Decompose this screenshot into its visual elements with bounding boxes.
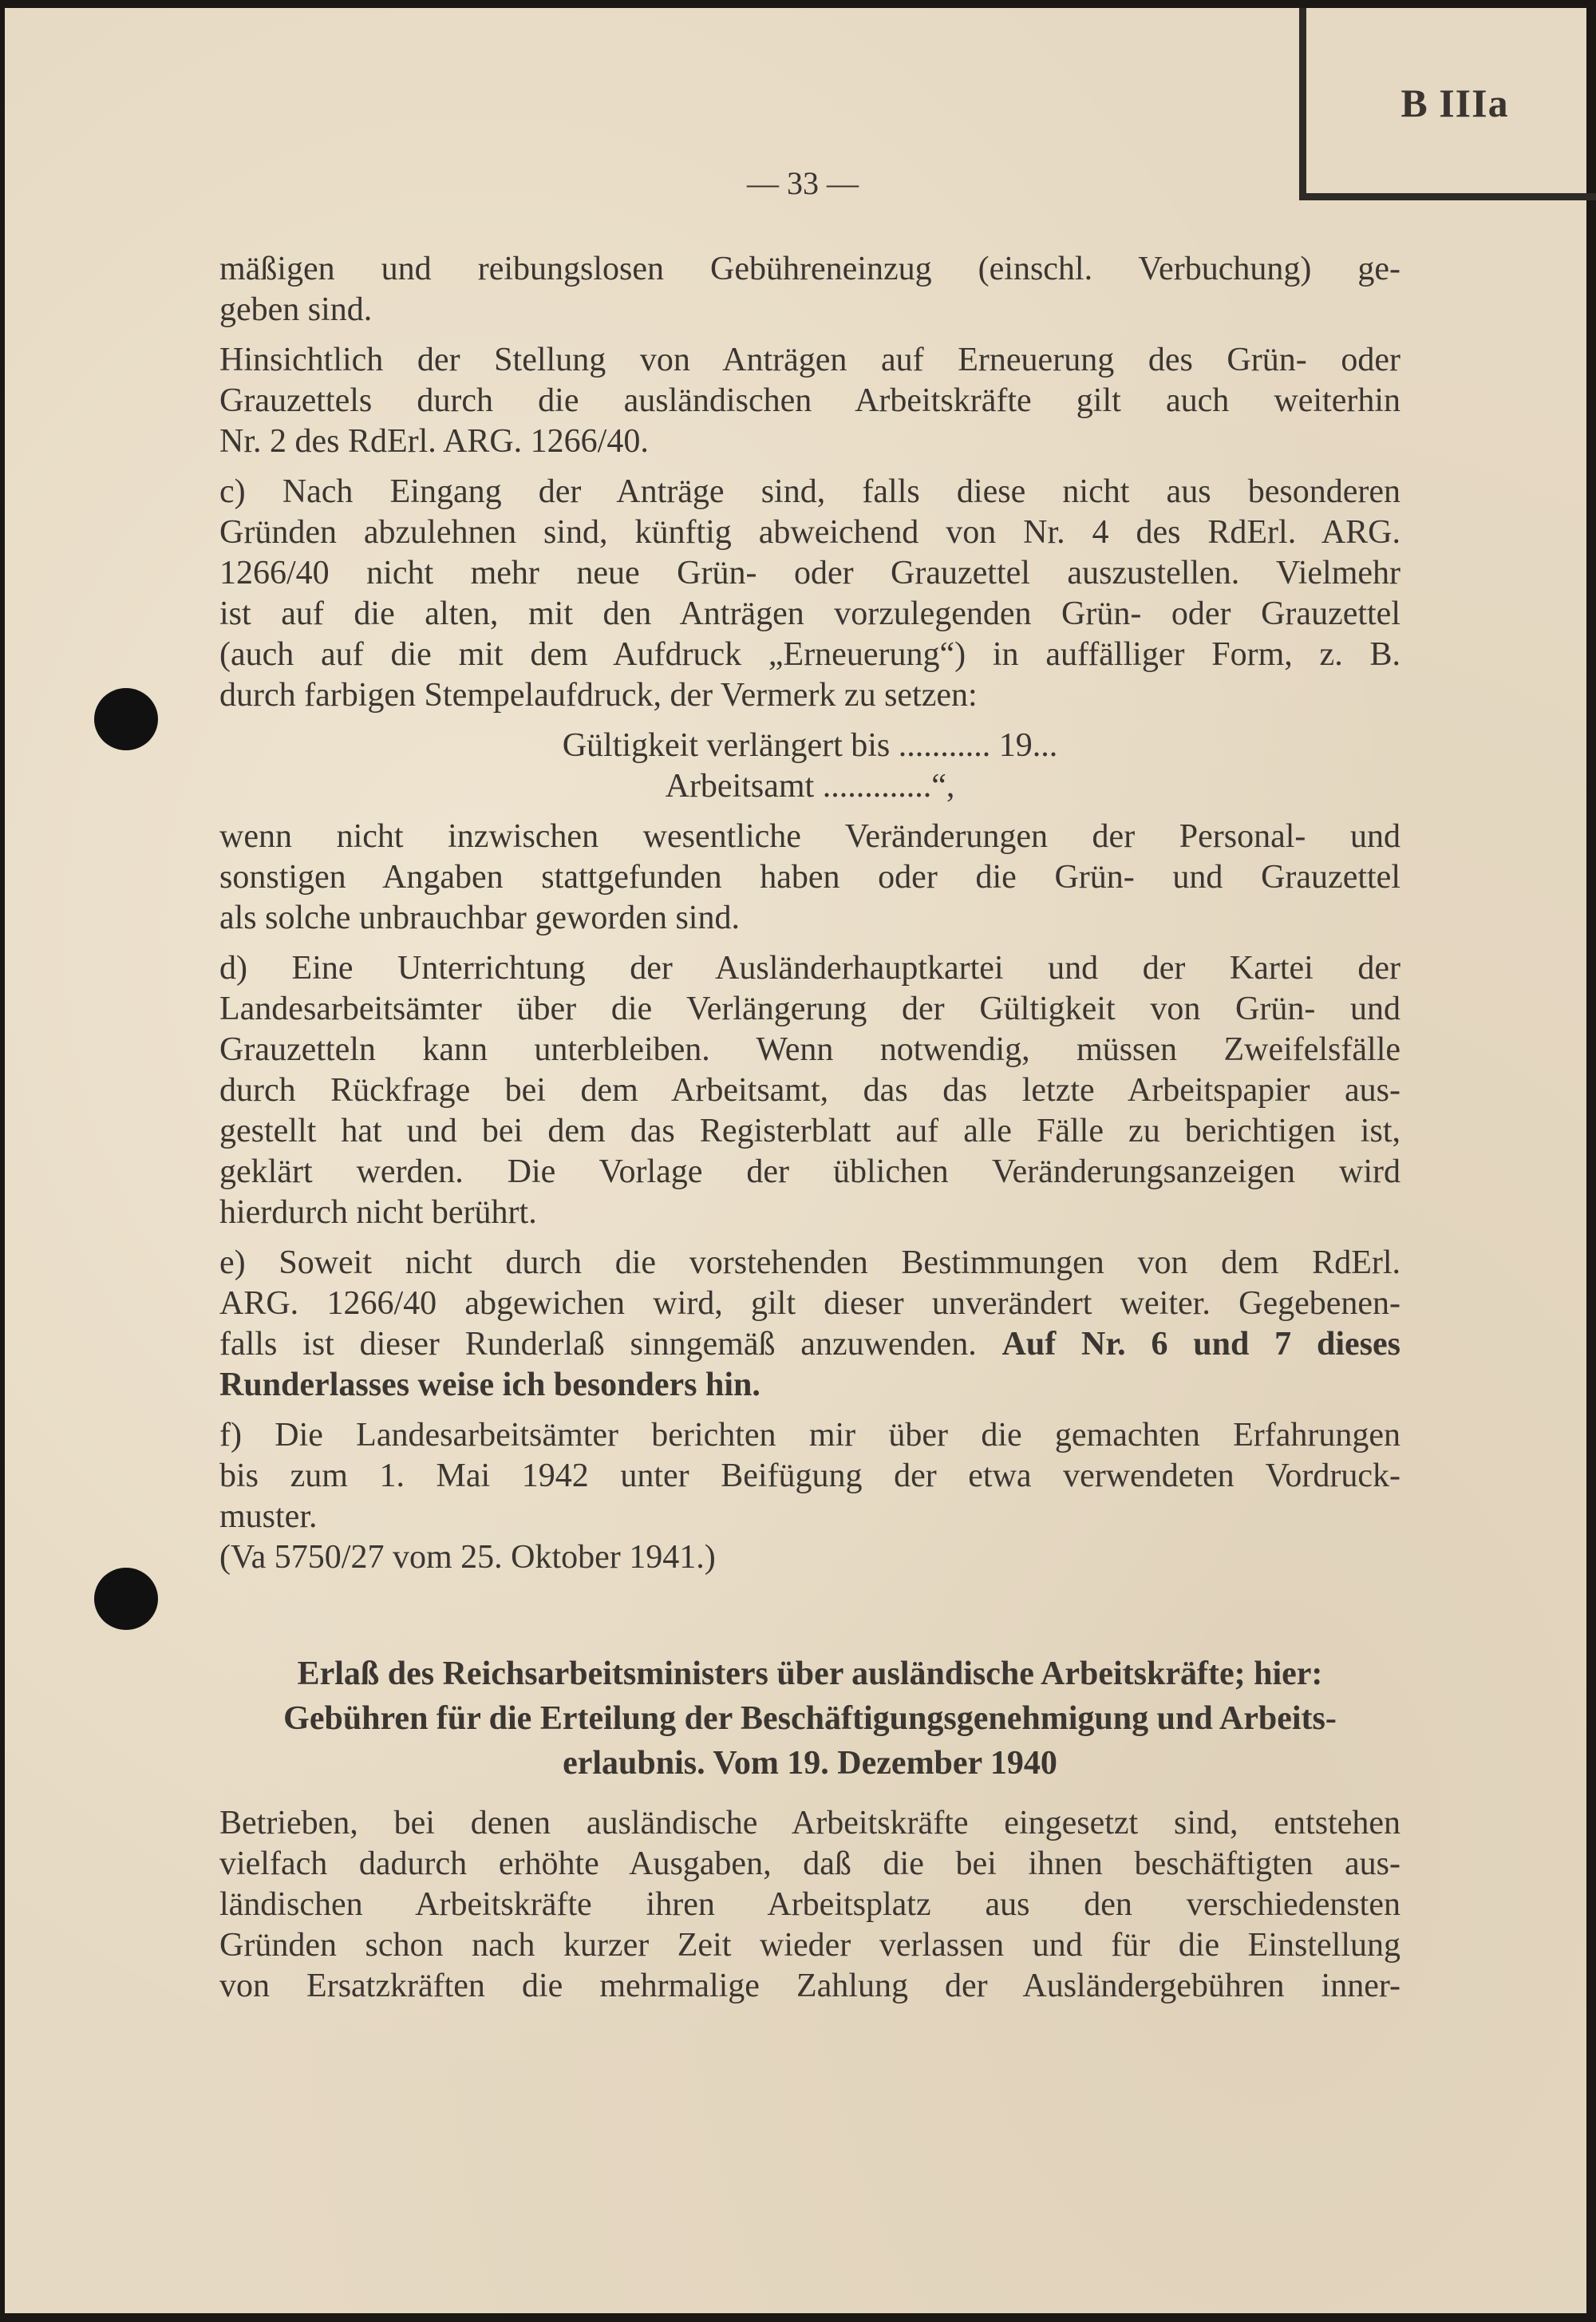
text-line: hierdurch nicht berührt.	[219, 1194, 537, 1231]
text-line: von Ersatzkräften die mehrmalige Zahlung der Ausländergebühren inner-	[219, 1968, 1400, 2004]
text-line: 1266/40 nicht mehr neue Grün- oder Grauzettel auszustellen. Vielmehr	[219, 555, 1400, 591]
text-line: Betrieben, bei denen ausländische Arbeitskräfte eingesetzt sind, entstehen	[219, 1805, 1400, 1841]
paragraph	[219, 726, 1400, 807]
paragraph	[219, 1243, 1400, 1406]
document-body	[219, 249, 1400, 2016]
text-line: d) Eine Unterrichtung der Ausländerhauptkartei und der Kartei der	[219, 950, 1400, 987]
paragraph	[219, 472, 1400, 716]
text-line: vielfach dadurch erhöhte Ausgaben, daß die bei ihnen beschäftigten aus-	[219, 1845, 1400, 1882]
text-line: Nr. 2 des RdErl. ARG. 1266/40.	[219, 423, 649, 460]
text-line: Gründen abzulehnen sind, künftig abweichend von Nr. 4 des RdErl. ARG.	[219, 514, 1400, 551]
text-line: Arbeitsamt .............“,	[665, 768, 955, 805]
section-tab-label: B IIIa	[1400, 81, 1509, 125]
text-line: muster.	[219, 1498, 318, 1535]
text-line: Gründen schon nach kurzer Zeit wieder verlassen und für die Einstellung	[219, 1927, 1400, 1964]
text-line	[219, 1365, 1400, 1406]
text-line: geben sind.	[219, 291, 373, 328]
punch-hole	[94, 1568, 158, 1630]
text-segment: falls ist dieser Runderlaß sinngemäß anzuwenden.	[219, 1326, 1002, 1363]
text-line: f) Die Landesarbeitsämter berichten mir über die gemachten Erfahrungen	[219, 1417, 1400, 1454]
document-page	[5, 8, 1586, 2313]
text-line: Grauzetteln kann unterbleiben. Wenn notwendig, müssen Zweifelsfälle	[219, 1031, 1400, 1068]
text-line: Landesarbeitsämter über die Verlängerung der Gültigkeit von Grün- und	[219, 991, 1400, 1027]
text-line: Grauzettels durch die ausländischen Arbeitskräfte gilt auch weiterhin	[219, 382, 1400, 419]
text-line: sonstigen Angaben stattgefunden haben oder die Grün- und Grauzettel	[219, 859, 1400, 896]
text-line: e) Soweit nicht durch die vorstehenden Bestimmungen von dem RdErl.	[219, 1244, 1400, 1281]
text-line: durch farbigen Stempelaufdruck, der Vermerk zu setzen:	[219, 677, 978, 714]
text-line: Gültigkeit verlängert bis ........... 19...	[562, 727, 1058, 764]
text-line: durch Rückfrage bei dem Arbeitsamt, das das letzte Arbeitspapier aus-	[219, 1072, 1400, 1109]
paragraph	[219, 1415, 1400, 1578]
paragraph	[219, 249, 1400, 330]
text-line: bis zum 1. Mai 1942 unter Beifügung der etwa verwendeten Vordruck-	[219, 1458, 1400, 1494]
text-line	[219, 1324, 1400, 1365]
text-line: geklärt werden. Die Vorlage der üblichen Veränderungsanzeigen wird	[219, 1153, 1400, 1190]
text-line: (auch auf die mit dem Aufdruck „Erneuerung“) in auffälliger Form, z. B.	[219, 636, 1400, 673]
text-line: ist auf die alten, mit den Anträgen vorzulegenden Grün- oder Grauzettel	[219, 595, 1400, 632]
text-line: (Va 5750/27 vom 25. Oktober 1941.)	[219, 1539, 716, 1576]
paragraph	[219, 340, 1400, 462]
text-line: gestellt hat und bei dem das Registerblatt auf alle Fälle zu berichtigen ist,	[219, 1113, 1400, 1149]
text-line: wenn nicht inzwischen wesentliche Veränderungen der Personal- und	[219, 818, 1400, 855]
page-number: — 33 —	[747, 165, 859, 201]
paragraph	[219, 817, 1400, 939]
heading-line: erlaubnis. Vom 19. Dezember 1940	[563, 1745, 1057, 1782]
bold-text-segment: Auf Nr. 6 und 7 dieses	[1001, 1326, 1400, 1363]
bold-text-segment: Runderlasses weise ich besonders hin.	[219, 1367, 760, 1403]
heading-line: Gebühren für die Erteilung der Beschäftigungsgenehmigung und Arbeits-	[283, 1700, 1337, 1737]
paragraph	[219, 1803, 1400, 2007]
text-line: mäßigen und reibungslosen Gebühreneinzug (einschl. Verbuchung) ge-	[219, 251, 1400, 287]
paragraph	[219, 948, 1400, 1233]
text-line: ländischen Arbeitskräfte ihren Arbeitsplatz aus den verschiedensten	[219, 1886, 1400, 1923]
text-line: ARG. 1266/40 abgewichen wird, gilt dieser unverändert weiter. Gegebenen-	[219, 1285, 1400, 1322]
text-line: als solche unbrauchbar geworden sind.	[219, 900, 740, 936]
punch-hole	[94, 688, 158, 750]
heading-line: Erlaß des Reichsarbeitsministers über ausländische Arbeitskräfte; hier:	[297, 1655, 1323, 1692]
section-heading	[219, 1652, 1400, 1786]
text-line: Hinsichtlich der Stellung von Anträgen auf Erneuerung des Grün- oder	[219, 342, 1400, 378]
text-line: c) Nach Eingang der Anträge sind, falls diese nicht aus besonderen	[219, 473, 1400, 510]
